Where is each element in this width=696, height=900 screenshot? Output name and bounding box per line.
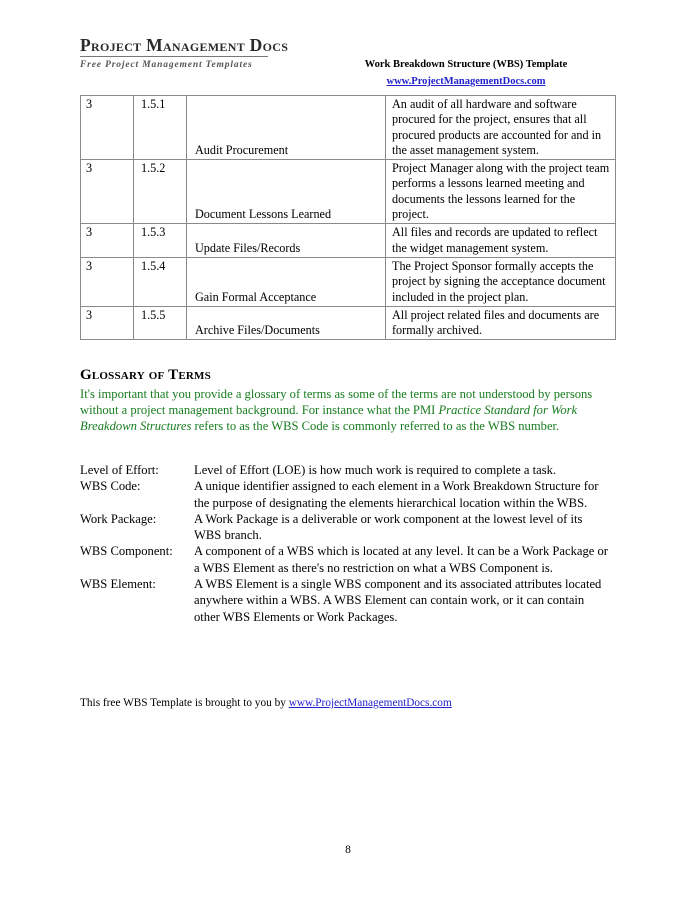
definition-term: WBS Element: xyxy=(80,577,156,592)
cell-code: 1.5.1 xyxy=(134,96,187,160)
list-item xyxy=(80,511,610,544)
cell-level: 3 xyxy=(81,96,134,160)
glossary-definitions xyxy=(80,462,610,625)
footer-website-link[interactable]: www.ProjectManagementDocs.com xyxy=(288,697,452,709)
logo-title: Project Management Docs xyxy=(80,35,289,55)
cell-description: An audit of all hardware and software procured for the project, ensures that all procured products are accounted for and in the asset management system. xyxy=(386,96,616,160)
definition-text: A unique identifier assigned to each element in a Work Breakdown Structure for the purpose of designating the elements hierarchical location within the WBS. xyxy=(194,479,599,510)
definition-term: WBS Component: xyxy=(80,544,173,559)
table-row xyxy=(81,306,616,340)
cell-name: Update Files/Records xyxy=(187,224,386,258)
wbs-table xyxy=(80,95,616,340)
glossary-intro-part2: refers to as the WBS Code is commonly referred to as the WBS number. xyxy=(191,419,560,434)
cell-code: 1.5.4 xyxy=(134,257,187,306)
cell-name: Audit Procurement xyxy=(187,96,386,160)
wbs-table-body xyxy=(81,96,616,340)
logo-divider xyxy=(80,56,268,57)
table-row xyxy=(81,160,616,224)
table-row xyxy=(81,257,616,306)
cell-code: 1.5.2 xyxy=(134,160,187,224)
cell-name: Gain Formal Acceptance xyxy=(187,257,386,306)
logo-tagline: Free Project Management Templates xyxy=(80,60,253,70)
definition-text: Level of Effort (LOE) is how much work is required to complete a task. xyxy=(194,463,557,477)
brand-logo xyxy=(80,36,330,72)
cell-description: The Project Sponsor formally accepts the project by signing the acceptance document included in the project plan. xyxy=(386,257,616,306)
footer-note-text: This free WBS Template is brought to you by xyxy=(80,697,289,709)
table-row xyxy=(81,96,616,160)
cell-code: 1.5.3 xyxy=(134,224,187,258)
table-row xyxy=(81,224,616,258)
list-item xyxy=(80,462,610,478)
cell-name: Archive Files/Documents xyxy=(187,306,386,340)
cell-description: Project Manager along with the project team performs a lessons learned meeting and documents the lessons learned for the project. xyxy=(386,160,616,224)
definition-text: A Work Package is a deliverable or work component at the lowest level of its WBS branch. xyxy=(194,511,583,543)
glossary-instruction-text xyxy=(80,386,605,435)
list-item xyxy=(80,576,610,625)
cell-level: 3 xyxy=(81,224,134,258)
document-title: Work Breakdown Structure (WBS) Template xyxy=(364,59,568,70)
list-item xyxy=(80,543,610,576)
cell-description: All files and records are updated to reflect the widget management system. xyxy=(386,224,616,258)
glossary-intro-citation: Practice Standard for Work Breakdown Structures xyxy=(80,403,578,434)
definition-text: A WBS Element is a single WBS component and its associated attributes located anywhere within a WBS. A WBS Element can contain work, or it can contain other WBS Elements or Work Packages. xyxy=(194,577,602,624)
definition-term: Level of Effort: xyxy=(80,463,159,477)
cell-level: 3 xyxy=(81,160,134,224)
header-website-link[interactable]: www.ProjectManagementDocs.com xyxy=(386,76,546,87)
definition-term: Work Package: xyxy=(80,511,157,526)
footer-note xyxy=(80,696,452,711)
glossary-intro-part1: It's important that you provide a glossary of terms as some of the terms are not understood by persons without a project management background. For instance what the PMI xyxy=(80,387,593,418)
definition-text: A component of a WBS which is located at any level. It can be a Work Package or a WBS Element as there's no restriction on what a WBS Component is. xyxy=(194,544,608,575)
cell-level: 3 xyxy=(81,306,134,340)
page-header xyxy=(80,36,616,92)
cell-code: 1.5.5 xyxy=(134,306,187,340)
cell-name: Document Lessons Learned xyxy=(187,160,386,224)
glossary-heading: Glossary of Terms xyxy=(80,367,211,383)
cell-level: 3 xyxy=(81,257,134,306)
cell-description: All project related files and documents are formally archived. xyxy=(386,306,616,340)
page-number: 8 xyxy=(345,844,351,856)
list-item xyxy=(80,478,610,511)
document-title-block xyxy=(316,58,616,89)
definition-term: WBS Code: xyxy=(80,479,141,494)
